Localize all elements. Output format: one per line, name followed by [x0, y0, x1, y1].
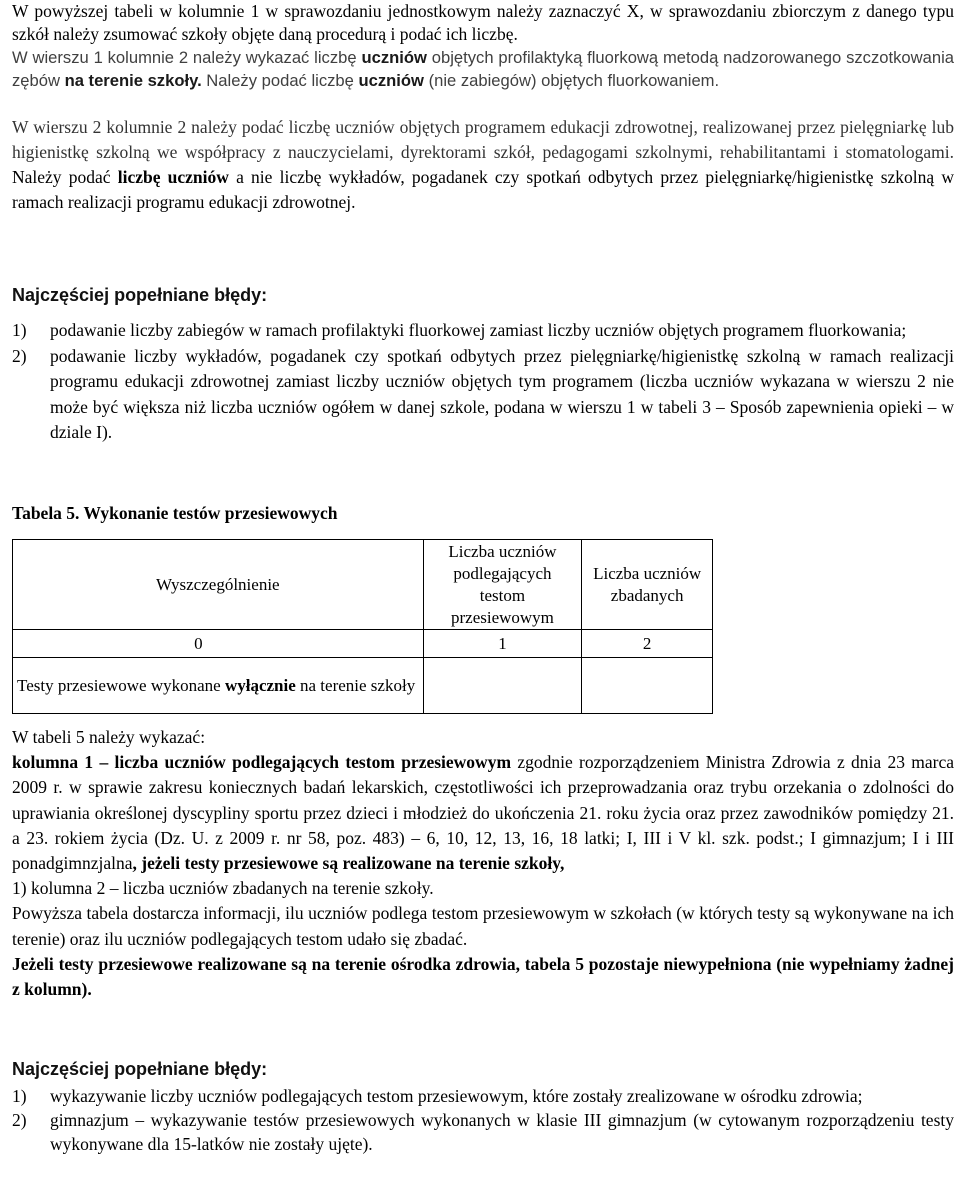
intro-paragraph — [12, 0, 954, 47]
item-number: 1) — [12, 1086, 27, 1106]
item-number: 2) — [12, 1110, 27, 1130]
col-header-1: Liczba uczniów podlegających testom przesiewowym — [423, 540, 582, 630]
row1-bold-1: uczniów — [361, 48, 427, 67]
col-number-2: 2 — [582, 630, 713, 658]
col1-bold-2: , jeżeli testy przesiewowe są realizowane na terenie szkoły, — [132, 853, 565, 874]
row1-bold-2: na terenie szkoły. — [64, 71, 202, 91]
errors-list-1 — [12, 318, 954, 446]
col-header-2: Liczba uczniów zbadanych — [582, 540, 713, 630]
row-label-bold: wyłącznie — [224, 675, 296, 695]
row-label-text-2: na terenie szkoły — [295, 675, 416, 695]
list-item — [12, 1108, 954, 1156]
row1-text-1: W wierszu 1 kolumnie 2 należy wykazać liczbę — [12, 48, 362, 67]
table5-explanation — [12, 725, 954, 1002]
table5-intro: W tabeli 5 należy wykazać: — [12, 727, 206, 747]
row1-paragraph — [12, 46, 954, 93]
item-number: 1) — [12, 320, 27, 340]
errors-heading-1: Najczęściej popełniane błędy: — [12, 285, 268, 305]
row2-paragraph — [12, 115, 954, 215]
errors-list-2 — [12, 1084, 954, 1156]
errors-heading-2: Najczęściej popełniane błędy: — [12, 1059, 268, 1079]
row2-text-3: a nie liczbę wykładów, pogadanek czy spotkań odbytych przez pielęgniarkę/higienistkę szkolną w ramach realizacji programu edukacji zdrowotnej. — [12, 167, 954, 212]
item-text: podawanie liczby zabiegów w ramach profilaktyki fluorkowej zamiast liczby uczniów objętych programem fluorkowania; — [50, 320, 907, 340]
col1-bold: kolumna 1 – liczba uczniów podlegających testom przesiewowym — [12, 752, 512, 773]
item-number: 2) — [12, 345, 27, 366]
table5-col2: 1) kolumna 2 – liczba uczniów zbadanych na terenie szkoły. — [12, 878, 434, 899]
table5-col1-paragraph — [12, 750, 954, 876]
cell-value-2[interactable] — [582, 658, 713, 714]
list-item — [12, 1084, 954, 1108]
item-text: podawanie liczby wykładów, pogadanek czy spotkań odbytych przez pielęgniarkę/higienistkę szkolną w ramach realizacji programu edukacji zdrowotnej zamiast liczby uczniów objętych tym programem (liczba uczniów wykazana w wierszu 2 nie może być większa niż liczba uczniów ogółem w danej szkole, podana w wierszu 1 w tabeli 3 – Sposób zapewnienia opieki – w dziale I). — [50, 345, 954, 442]
cell-value-1[interactable] — [423, 658, 582, 714]
row2-bold: liczbę uczniów — [117, 167, 229, 187]
item-text: wykazywanie liczby uczniów podlegających testom przesiewowym, które zostały zrealizowane w ośrodku zdrowia; — [50, 1086, 863, 1106]
item-text: gimnazjum – wykazywanie testów przesiewowych wykonanych w klasie III gimnazjum (w cytowanym rozporządzeniu testy wykonywane dla 15-latków nie zostały ujęte). — [50, 1110, 954, 1154]
table-5 — [12, 539, 713, 714]
row1-bold-3: uczniów — [358, 71, 424, 91]
row2-text-2: Należy podać — [12, 167, 118, 187]
row1-text-4: (nie zabiegów) objętych fluorkowaniem. — [423, 71, 720, 91]
row1-text-3: Należy podać liczbę — [201, 71, 359, 91]
table5-note: Jeżeli testy przesiewowe realizowane są na terenie ośrodka zdrowia, tabela 5 pozostaje niewypełniona (nie wypełniamy żadnej z kolumn). — [12, 953, 954, 1000]
row-label — [13, 658, 424, 714]
list-item — [12, 318, 954, 344]
col1-text: zgodnie rozporządzeniem Ministra Zdrowia z dnia 23 marca 2009 r. w sprawie zakresu koniecznych badań lekarskich, częstotliwości ich przeprowadzania oraz trybu orzekania o zdolności do uprawiania określonej dyscypliny sportu przez dzieci i młodzież do ukończenia 21. roku życia oraz przez zawodników pomiędzy 21. a 23. rokiem życia (Dz. U. z 2009 r. nr 58, poz. 483) – 6, 10, 12, 13, 16, 18 latki; I, III i V kl. szk. podst.; I gimnazjum; I i III ponadgimnzjalna — [12, 752, 954, 874]
row2-text-1: W wierszu 2 kolumnie 2 należy podać liczbę uczniów objętych programem edukacji zdrowotnej, realizowanej przez pielęgniarkę lub higienistkę szkolną we współpracy z nauczycielami, dyrektorami szkół, pedagogami szkolnymi, rehabilitantami i stomatologami. — [12, 117, 954, 162]
row-label-text-1: Testy przesiewowe wykonane — [17, 675, 225, 695]
table-caption: Tabela 5. Wykonanie testów przesiewowych — [12, 503, 338, 523]
table5-summary: Powyższa tabela dostarcza informacji, ilu uczniów podlega testom przesiewowym w szkołach (w których testy są wykonywane na ich terenie) oraz ilu uczniów podlegających testom udało się zbadać. — [12, 903, 954, 949]
col-number-1: 1 — [423, 630, 582, 658]
col-number-0: 0 — [13, 630, 424, 658]
intro-text-a: W powyższej tabeli w kolumnie 1 w sprawozdaniu jednostkowym należy zaznaczyć X, w sprawozdaniu zbiorczym z danego typu szkół należy zsumować szkoły objęte daną procedurą i podać ich liczbę. — [12, 1, 954, 45]
col-header-0: Wyszczególnienie — [13, 540, 424, 630]
list-item — [12, 344, 954, 446]
row1-text-2: objętych profilaktyką fluorkową metodą nadzorowanego szczotkowania zębów — [12, 48, 954, 91]
